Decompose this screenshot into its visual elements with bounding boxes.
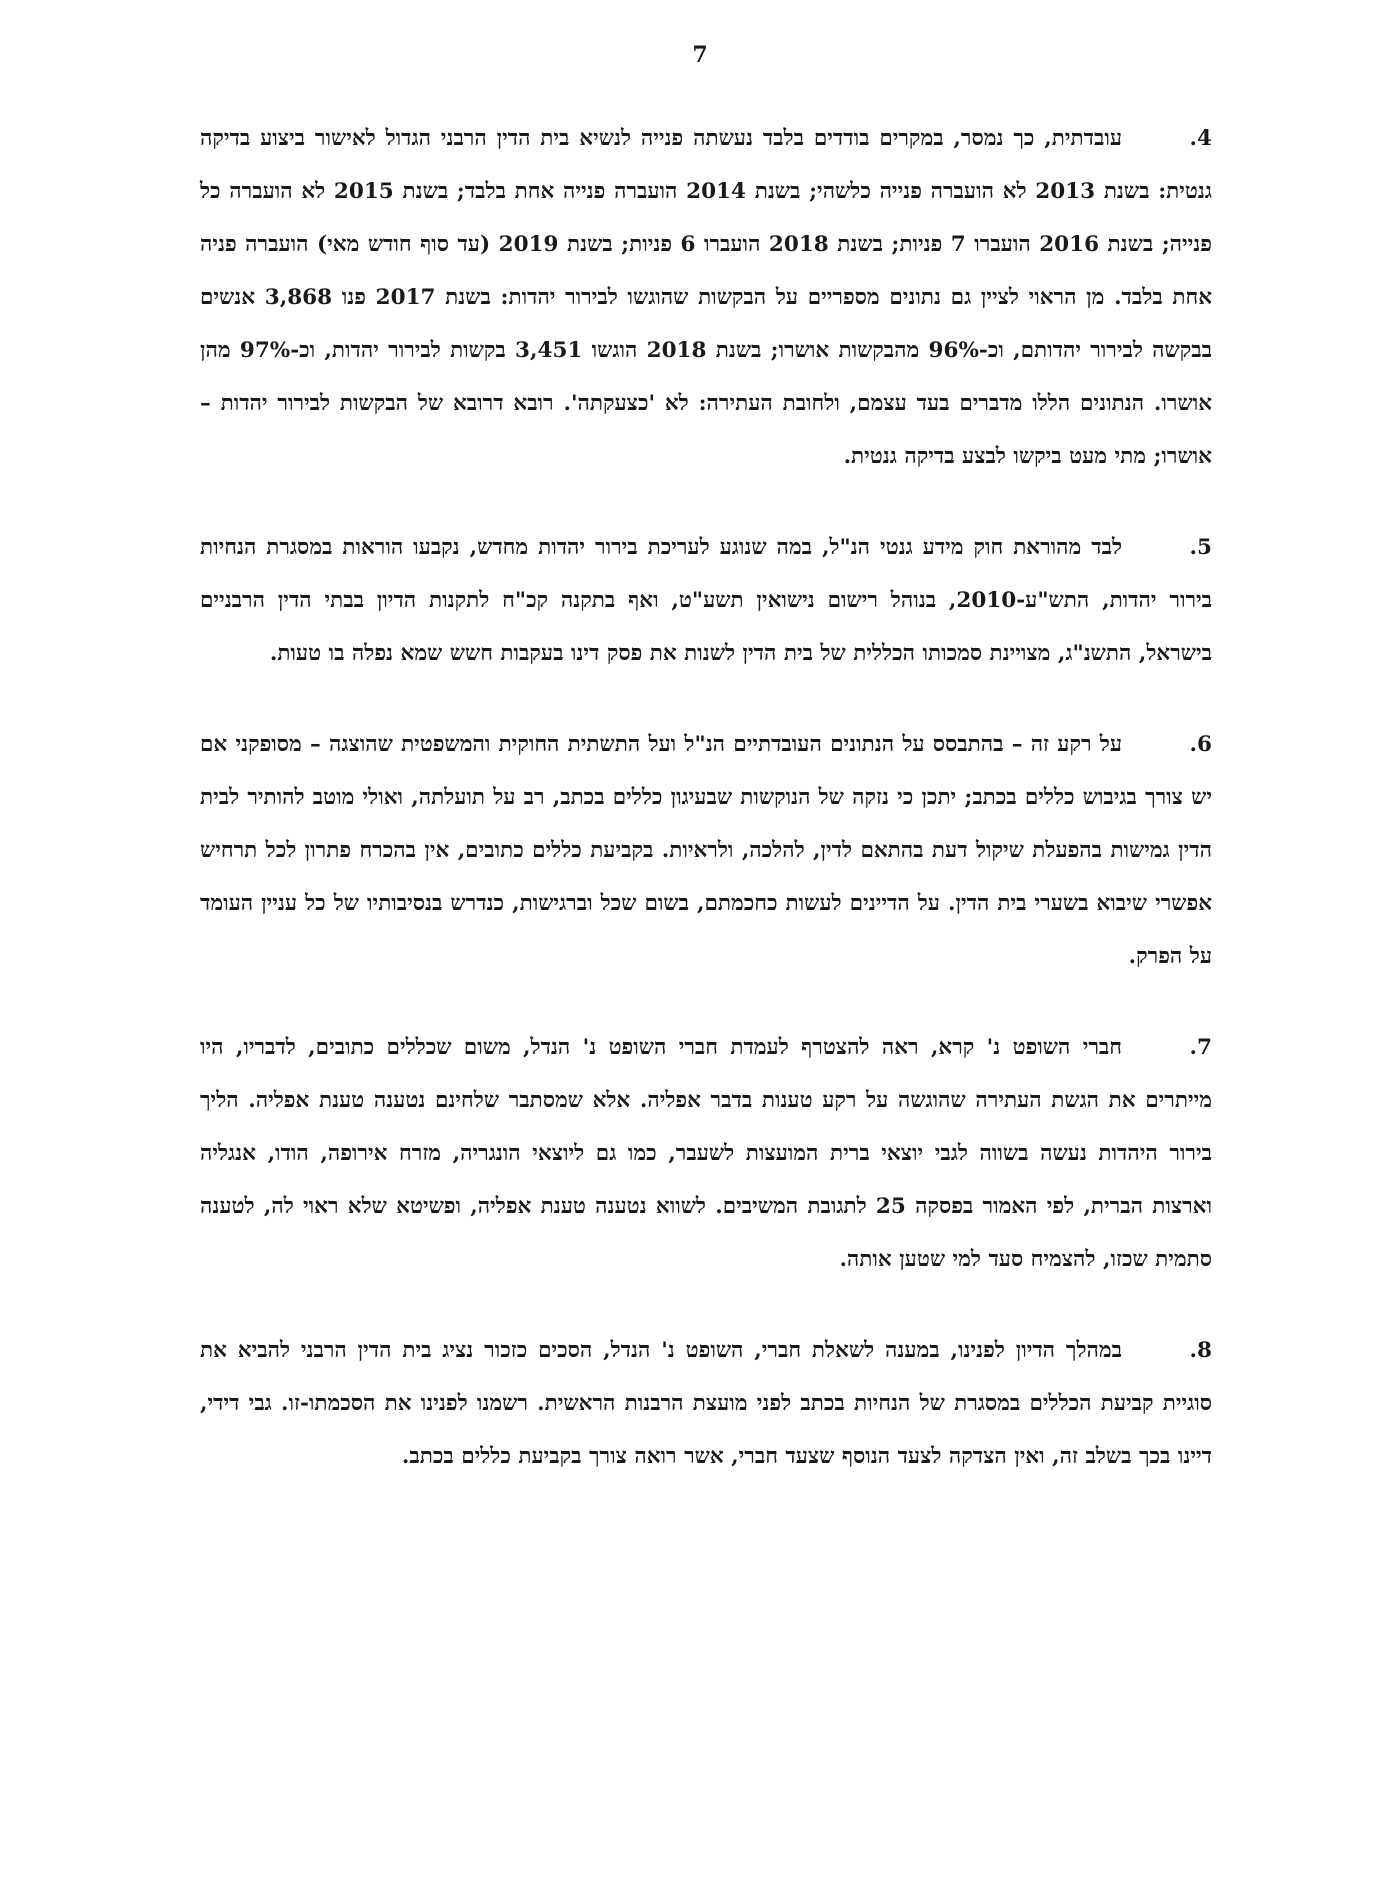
paragraph-4 [200, 112, 1212, 483]
paragraph-number: 8. [1189, 1338, 1212, 1363]
paragraph-7 [200, 1021, 1212, 1286]
paragraph-text: לבד מהוראת חוק מידע גנטי הנ"ל, במה שנוגע לעריכת בירור יהדות מחדש, נקבעו הוראות במסגרת הנחיות בירור יהדות, התש"ע-2010, בנוהל רישום נישואין תשע"ט, ואף בתקנה קכ"ח לתקנות הדיון בבתי הדין הרבניים בישראל, התשנ"ג, מצויינת סמכותו הכללית של בית הדין לשנות את פסק דינו בעקבות חשש שמא נפלה בו טעות. [200, 535, 1212, 666]
page-number: 7 [692, 42, 708, 68]
paragraph-number: 6. [1189, 732, 1212, 757]
paragraph-5 [200, 521, 1212, 680]
paragraph-number: 7. [1189, 1035, 1212, 1060]
paragraph-text: חברי השופט נ' קרא, ראה להצטרף לעמדת חברי השופט נ' הנדל, משום שכללים כתובים, לדבריו, היו מייתרים את הגשת העתירה שהוגשה על רקע טענות בדבר אפליה. אלא שמסתבר שלחינם נטענה טענת אפליה. הליך בירור היהדות נעשה בשווה לגבי יוצאי ברית המועצות לשעבר, כמו גם ליוצאי הונגריה, מזרח אירופה, הודו, אנגליה וארצות הברית, לפי האמור בפסקה 25 לתגובת המשיבים. לשווא נטענה טענת אפליה, ופשיטא שלא ראוי לה, לטענה סתמית שכזו, להצמיח סעד למי שטען אותה. [200, 1035, 1212, 1272]
paragraph-text: על רקע זה – בהתבסס על הנתונים העובדתיים הנ"ל ועל התשתית החוקית והמשפטית שהוצגה – מסופקני אם יש צורך בגיבוש כללים בכתב; יתכן כי נזקה של הנוקשות שבעיגון כללים בכתב, רב על תועלתה, ואולי מוטב להותיר לבית הדין גמישות בהפעלת שיקול דעת בהתאם לדין, להלכה, ולראיות. בקביעת כללים כתובים, אין בהכרח פתרון לכל תרחיש אפשרי שיבוא בשערי בית הדין. על הדיינים לעשות כחכמתם, בשום שכל וברגישות, כנדרש בנסיבותיו של כל עניין העומד על הפרק. [200, 732, 1212, 969]
paragraph-text: עובדתית, כך נמסר, במקרים בודדים בלבד נעשתה פנייה לנשיא בית הדין הרבני הגדול לאישור ביצוע בדיקה גנטית: בשנת 2013 לא הועברה פנייה כלשהי; בשנת 2014 הועברה פנייה אחת בלבד; בשנת 2015 לא הועברה כל פנייה; בשנת 2016 הועברו 7 פניות; בשנת 2018 הועברו 6 פניות; בשנת 2019 (עד סוף חודש מאי) הועברה פניה אחת בלבד. מן הראוי לציין גם נתונים מספריים על הבקשות שהוגשו לבירור יהדות: בשנת 2017 פנו 3,868 אנשים בבקשה לבירור יהדותם, וכ-96% מהבקשות אושרו; בשנת 2018 הוגשו 3,451 בקשות לבירור יהדות, וכ-97% מהן אושרו. הנתונים הללו מדברים בעד עצמם, ולחובת העתירה: לא 'כצעקתה'. רובא דרובא של הבקשות לבירור יהדות – אושרו; מתי מעט ביקשו לבצע בדיקה גנטית. [200, 126, 1213, 469]
paragraph-number: 5. [1189, 535, 1212, 560]
paragraph-number: 4. [1189, 126, 1212, 151]
paragraph-6 [200, 718, 1212, 983]
paragraph-text: במהלך הדיון לפנינו, במענה לשאלת חברי, השופט נ' הנדל, הסכים כזכור נציג בית הדין הרבני להביא את סוגיית קביעת הכללים במסגרת של הנחיות בכתב לפני מועצת הרבנות הראשית. רשמנו לפנינו את הסכמתו-זו. גבי דידי, דיינו בכך בשלב זה, ואין הצדקה לצעד הנוסף שצעד חברי, אשר רואה צורך בקביעת כללים בכתב. [200, 1338, 1212, 1469]
document-body [200, 112, 1212, 1521]
paragraph-8 [200, 1324, 1212, 1483]
